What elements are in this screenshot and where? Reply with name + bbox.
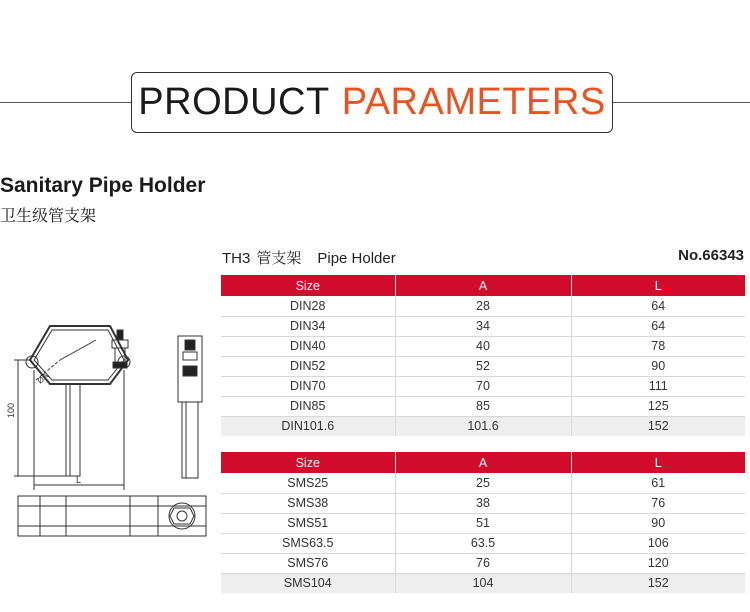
dim-height-label: 100 [6, 402, 16, 418]
cell-a: 51 [395, 513, 571, 533]
table-row [221, 553, 745, 573]
header-size: Size [221, 275, 395, 296]
banner-rule-left [0, 102, 131, 103]
table-row [221, 513, 745, 533]
cell-size: DIN85 [221, 396, 395, 416]
cell-l: 76 [571, 493, 745, 513]
cell-a: 76 [395, 553, 571, 573]
table-row [221, 316, 745, 336]
cell-l: 78 [571, 336, 745, 356]
cell-l: 106 [571, 533, 745, 553]
table-row [221, 336, 745, 356]
product-title-chinese: 卫生级管支架 [0, 206, 97, 225]
cell-a: 101.6 [395, 416, 571, 436]
cell-size: DIN34 [221, 316, 395, 336]
cell-size: DIN52 [221, 356, 395, 376]
header-l: L [571, 275, 745, 296]
table-row [221, 533, 745, 553]
cell-a: 40 [395, 336, 571, 356]
cell-l: 90 [571, 513, 745, 533]
cell-l: 64 [571, 296, 745, 316]
cell-a: 63.5 [395, 533, 571, 553]
cell-size: DIN101.6 [221, 416, 395, 436]
caption-chinese: 管支架 [256, 249, 302, 267]
cell-size: SMS76 [221, 553, 395, 573]
cell-l: 111 [571, 376, 745, 396]
cell-size: DIN40 [221, 336, 395, 356]
cell-l: 152 [571, 573, 745, 593]
table-row [221, 356, 745, 376]
cell-l: 61 [571, 473, 745, 493]
sms-size-table [221, 452, 745, 593]
cell-size: DIN28 [221, 296, 395, 316]
cell-l: 152 [571, 416, 745, 436]
cell-a: 38 [395, 493, 571, 513]
caption-english: Pipe Holder [317, 250, 396, 267]
dim-length-label: L [76, 475, 82, 485]
nut-bottom [169, 503, 195, 529]
banner-word-product: PRODUCT [138, 81, 330, 123]
header-l: L [571, 452, 745, 473]
cell-l: 125 [571, 396, 745, 416]
header-a: A [395, 275, 571, 296]
cell-l: 64 [571, 316, 745, 336]
header-size: Size [221, 452, 395, 473]
header-a: A [395, 452, 571, 473]
cell-a: 104 [395, 573, 571, 593]
banner-word-parameters: PARAMETERS [341, 81, 606, 123]
cell-a: 25 [395, 473, 571, 493]
table-row [221, 573, 745, 593]
cell-size: DIN70 [221, 376, 395, 396]
cell-size: SMS51 [221, 513, 395, 533]
dim-diameter-label: ØA [35, 371, 51, 386]
product-title: Sanitary Pipe Holder [0, 174, 206, 197]
cell-size: SMS38 [221, 493, 395, 513]
section-banner [131, 72, 613, 133]
model-code: TH3 [222, 250, 251, 267]
table-row [221, 396, 745, 416]
cell-l: 90 [571, 356, 745, 376]
table-caption [222, 247, 412, 268]
cell-size: SMS104 [221, 573, 395, 593]
cell-a: 28 [395, 296, 571, 316]
stem-side [182, 402, 198, 478]
product-number: No.66343 [678, 247, 744, 264]
cell-size: SMS25 [221, 473, 395, 493]
table-row [221, 473, 745, 493]
din-size-table [221, 275, 745, 436]
cell-a: 52 [395, 356, 571, 376]
table-row [221, 376, 745, 396]
stem-front [66, 384, 80, 476]
cell-size: SMS63.5 [221, 533, 395, 553]
pipe-holder-drawing [0, 300, 218, 600]
cell-a: 85 [395, 396, 571, 416]
table-row [221, 296, 745, 316]
table-row [221, 493, 745, 513]
cell-l: 120 [571, 553, 745, 573]
banner-rule-right [613, 102, 750, 103]
cell-a: 70 [395, 376, 571, 396]
table-row [221, 416, 745, 436]
bottom-view [18, 496, 206, 536]
cell-a: 34 [395, 316, 571, 336]
